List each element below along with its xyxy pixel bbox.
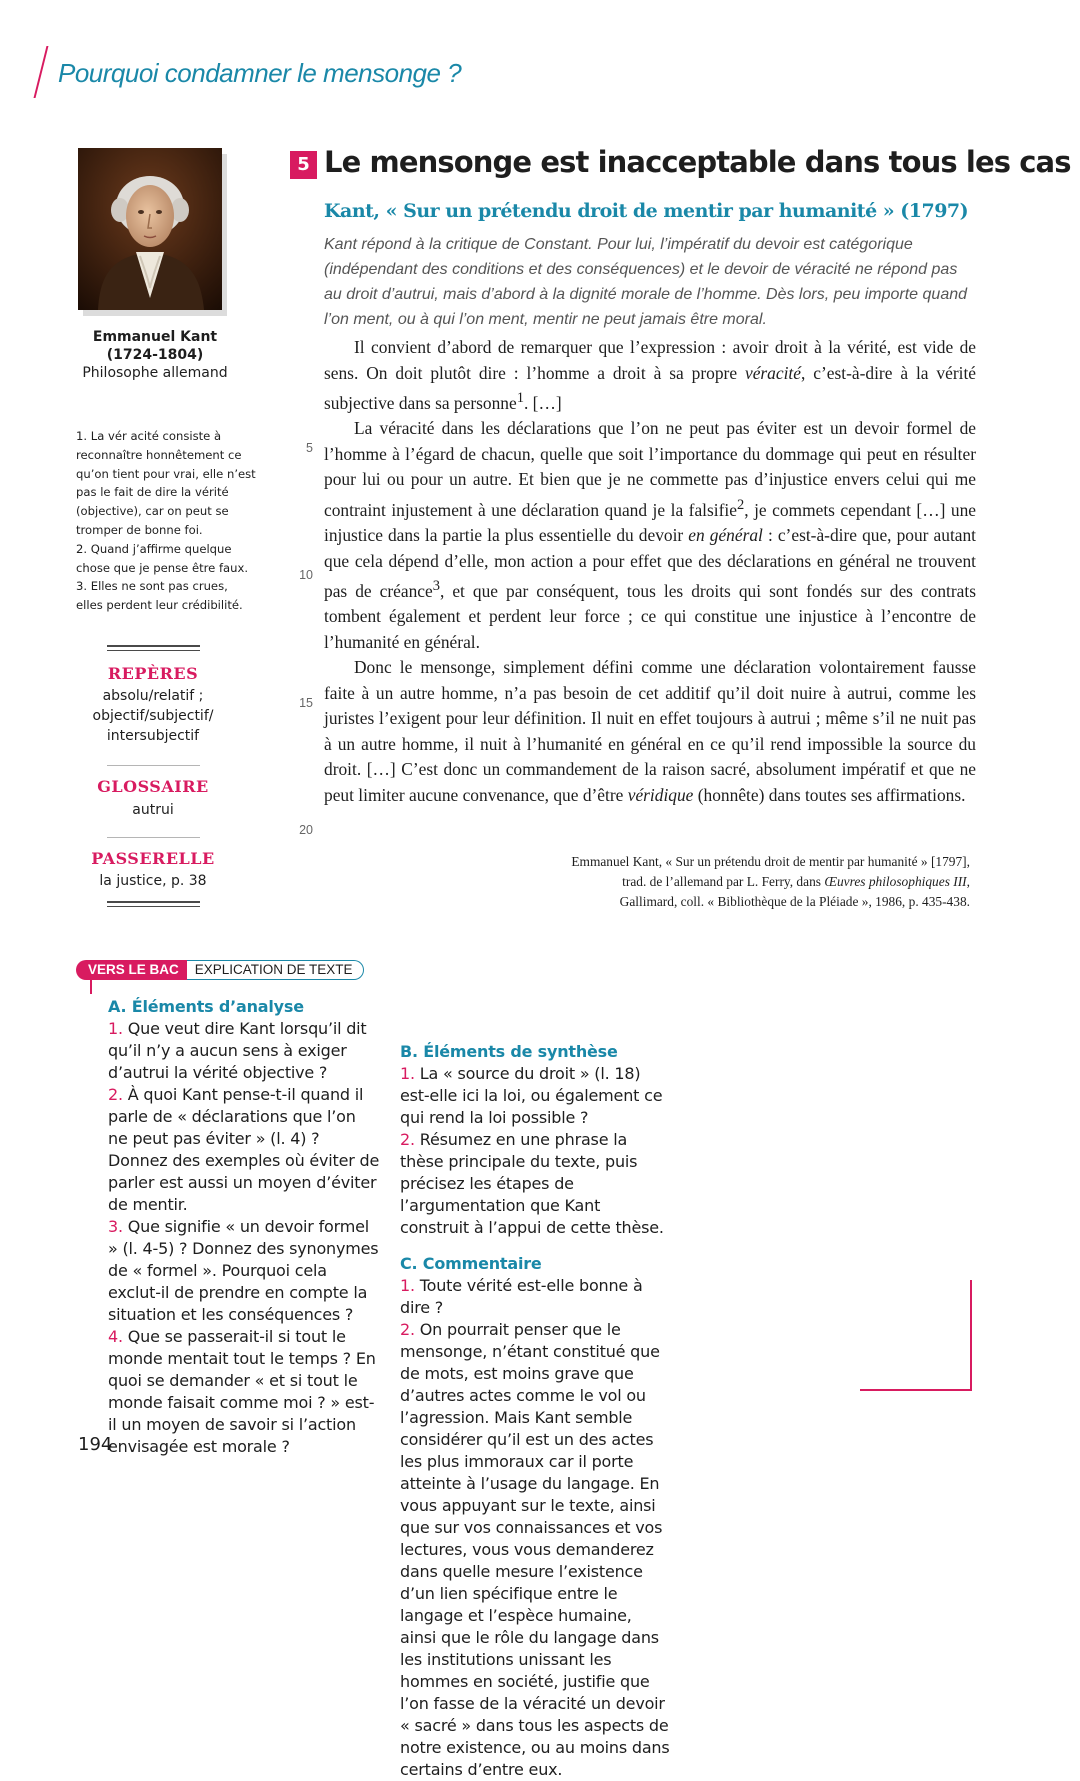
header-accent-bar xyxy=(34,46,49,98)
line-number: 15 xyxy=(299,696,313,710)
questions-column-1 xyxy=(108,996,380,1458)
page-number: 194 xyxy=(78,1434,113,1455)
paragraph: La véracité dans les déclarations que l’on ne peut pas éviter est un devoir formel de l’homme à l’égard de chacun, quelle que soit l’importance du dommage qui peut en résulter pour lui ou pour un autre. Et bien que je ne commette pas d’injustice envers celui qui me contraint injustement à une déclaration quand je la falsifie$^2$, je commets cependant […] une injustice dans la partie la plus essentielle du devoir en général : c’est-à-dire que, pour autant que cela dépend d’elle, mon action a pour effet que des déclarations en général ne trouvent pas de créance$^3$, et que par conséquent, tous les droits qui sont fondés sur des contrats tombent également et perdent leur force ; ce qui constitue une injustice à l’encontre de l’humanité en général. xyxy=(324,418,977,652)
line-number: 5 xyxy=(306,441,313,455)
reperes-title: REPÈRES xyxy=(107,664,199,683)
box-rule-bottom xyxy=(107,901,200,907)
vers-le-bac-tab xyxy=(76,960,364,980)
question: 4. Que se passerait-il si tout le monde mentait tout le temps ? En quoi se demander « et si tout le monde faisait comme moi ? » est-il un moyen de savoir si l’action envisagée est morale ? xyxy=(108,1327,376,1456)
footnotes xyxy=(76,427,256,615)
source-title: Kant, « Sur un prétendu droit de mentir par humanité » (1797) xyxy=(324,200,969,222)
glossaire-text: autrui xyxy=(132,802,174,818)
footnote-ref: 1 xyxy=(516,390,524,406)
chapter-title: Pourquoi condamner le mensonge ? xyxy=(58,58,462,88)
question: 1. Toute vérité est-elle bonne à dire ? xyxy=(400,1276,643,1317)
question: 2. Résumez en une phrase la thèse principale du texte, puis précisez les étapes de l’argumentation que Kant construit à l’appui de cette thèse. xyxy=(400,1130,664,1237)
explication-label: EXPLICATION DE TEXTE xyxy=(187,960,364,980)
document-intro: Kant répond à la critique de Constant. Pour lui, l’impératif du devoir est catégorique (indépendant des conditions et des conséquences) et le devoir de véracité ne répond pas au droit d’autrui, mais d’abord à la dignité morale de l’homme. Dès lors, peu importe quand l’on ment, ou à qui l’on ment, mentir ne peut jamais être moral. xyxy=(324,236,968,328)
line-number: 10 xyxy=(299,568,313,582)
footnote: 2. Quand j’affirme quelque chose que je pense être faux. xyxy=(76,541,249,575)
passerelle-title: PASSERELLE xyxy=(91,849,215,868)
section-title: A. Éléments d’analyse xyxy=(108,997,304,1016)
main-text xyxy=(324,335,976,808)
frame-line xyxy=(90,980,92,994)
box-rule-top xyxy=(107,645,200,651)
footnote-ref: 3 xyxy=(432,578,440,595)
box-divider xyxy=(107,837,200,838)
paragraph: Donc le mensonge, simplement défini comme une déclaration volontairement fausse faite à un autre homme, n’a pas besoin de cet additif qu’il doit nuire à autrui, comme les juristes l’exigent pour leur définition. Il nuit en effet toujours à autrui ; même s’il ne nuit pas à un autre homme, il nuit à l’humanité en général en ce qu’il rend impossible la source du droit. […] C’est donc un commandement de la raison sacré, absolument impératif et que ne peut limiter aucune convenance, que d’être véridique (honnête) dans toutes ses affirmations. xyxy=(324,657,976,805)
question: 3. Que signifie « un devoir formel » (l. 4-5) ? Donnez des synonymes de « formel ». Pourquoi cela exclut-il de prendre en compte la situation et les conséquences ? xyxy=(108,1217,379,1324)
question: 1. Que veut dire Kant lorsqu’il dit qu’il n’y a aucun sens à exiger d’autrui la vérité objective ? xyxy=(108,1019,367,1082)
reperes-text: absolu/relatif ; objectif/subjectif/ intersubjectif xyxy=(92,688,214,744)
frame-line xyxy=(970,1280,972,1390)
section-title: B. Éléments de synthèse xyxy=(400,1042,618,1061)
citation: Emmanuel Kant, « Sur un prétendu droit de mentir par humanité » [1797], trad. de l’allemand par L. Ferry, dans Œuvres philosophiques III, Gallimard, coll. « Bibliothèque de la Pléiade », 1986, p. 435-438. xyxy=(571,854,970,909)
box-divider xyxy=(107,765,200,766)
author-dates: (1724-1804) xyxy=(106,347,204,363)
paragraph: Il convient d’abord de remarquer que l’expression : avoir droit à la vérité, est vide de sens. On doit plutôt dire : l’homme a droit à sa propre véracité, c’est-à-dire à la vérité subjective dans sa personne$^1$. […] xyxy=(324,337,977,413)
question: 2. On pourrait penser que le mensonge, n’étant constitué que de mots, est moins grave que d’autres actes comme le vol ou l’agression. Mais Kant semble considérer qu’il est un des actes les plus immoraux car il porte atteinte à l’usage du langage. En vous appuyant sur le texte, ainsi que sur vos connaissances et vos lectures, vous vous demanderez dans quelle mesure l’existence d’un lien spécifique entre le langage et l’espèce humaine, ainsi que le rôle du langage dans les institutions unissant les hommes en société, justifie que l’on fasse de la véracité un devoir « sacré » dans tous les aspects de notre existence, ou au moins dans certains d’entre eux. xyxy=(400,1320,670,1779)
question: 1. La « source du droit » (l. 18) est-elle ici la loi, ou également ce qui rend la loi possible ? xyxy=(400,1064,663,1127)
footnote-ref: 2 xyxy=(736,496,745,513)
question: 2. À quoi Kant pense-t-il quand il parle de « déclarations que l’on ne peut pas éviter » (l. 4) ? Donnez des exemples où éviter de parler est aussi un moyen d’éviter de mentir. xyxy=(108,1085,380,1214)
questions-column-2 xyxy=(400,1041,670,1781)
glossaire-title: GLOSSAIRE xyxy=(97,777,209,796)
passerelle-text: la justice, p. 38 xyxy=(99,873,207,889)
section-title: C. Commentaire xyxy=(400,1254,542,1273)
footnote: 1. La vér acité consiste à reconnaître honnêtement ce qu’on tient pour vrai, elle n’est pas le fait de dire la vérité (objective), car on peut se tromper de bonne foi. xyxy=(76,429,256,537)
kant-portrait xyxy=(78,148,222,310)
author-role: Philosophe allemand xyxy=(82,365,228,381)
author-name: Emmanuel Kant xyxy=(92,329,218,345)
document-number-badge: 5 xyxy=(290,151,317,179)
vers-le-bac-label: VERS LE BAC xyxy=(76,960,187,980)
line-number: 20 xyxy=(299,823,313,837)
document-title: Le mensonge est inacceptable dans tous les cas xyxy=(324,145,1071,179)
portrait-caption xyxy=(60,328,250,382)
footnote: 3. Elles ne sont pas crues, elles perdent leur crédibilité. xyxy=(76,579,243,613)
frame-line xyxy=(860,1389,972,1391)
